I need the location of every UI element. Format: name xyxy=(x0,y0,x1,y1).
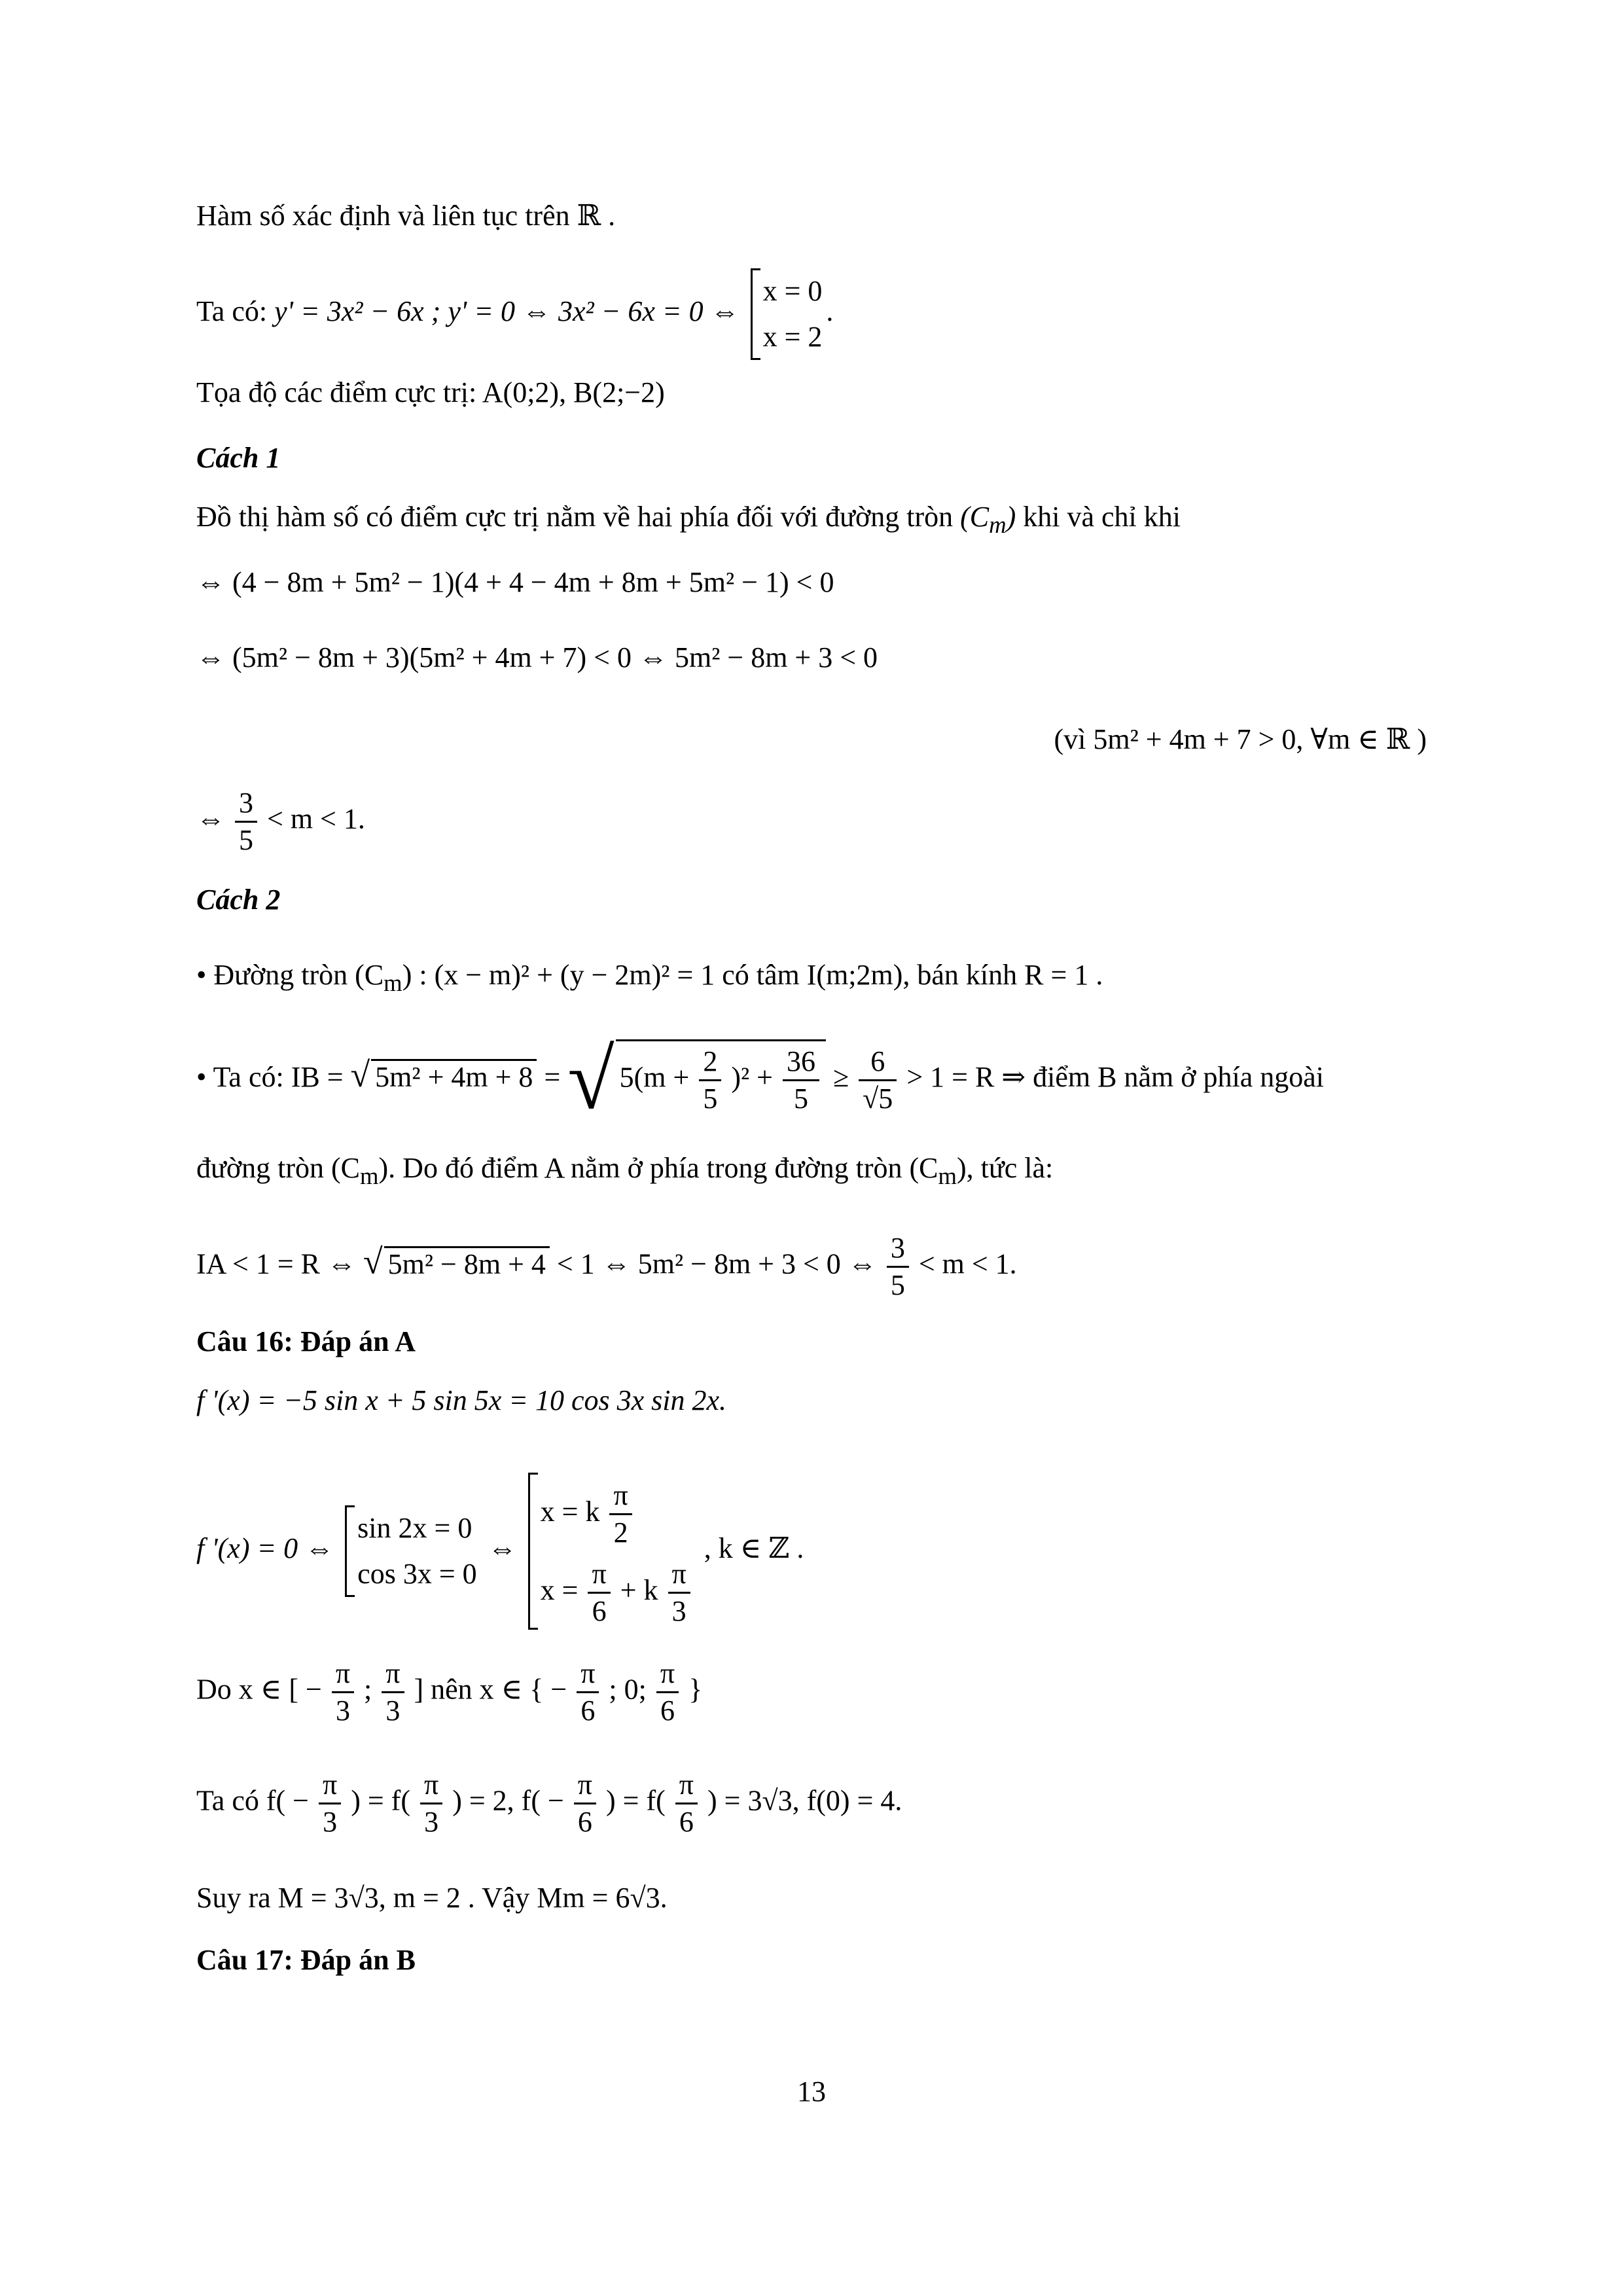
text: ) : (x − m)² + (y − 2m)² = 1 có tâm I(m;2m), bán kính R = 1 . xyxy=(402,959,1103,991)
text: Ta có f( − xyxy=(196,1784,309,1817)
denominator: 2 xyxy=(613,1516,628,1549)
numerator: 6 xyxy=(859,1044,897,1081)
text: đường tròn (C xyxy=(196,1152,360,1184)
formula-line xyxy=(196,1656,702,1729)
formula-line: (vì 5m² + 4m + 7 > 0, ∀m ∈ ℝ ) xyxy=(1054,723,1427,755)
text: > 1 = R ⇒ điểm B nằm ở phía ngoài xyxy=(906,1061,1325,1094)
text: ) = 3√3, f(0) = 4. xyxy=(707,1784,902,1817)
fraction xyxy=(319,1767,341,1840)
denominator: 6 xyxy=(580,1695,596,1727)
text: • Ta có: IB = xyxy=(196,1061,351,1094)
text: , k ∈ ℤ . xyxy=(704,1532,804,1565)
text: ) = f( xyxy=(351,1784,410,1817)
text-line: Hàm số xác định và liên tục trên ℝ . xyxy=(196,200,616,232)
fraction xyxy=(675,1767,698,1840)
numerator: π xyxy=(675,1767,698,1804)
heading-text: Cách 1 xyxy=(196,442,281,474)
numerator: π xyxy=(420,1767,442,1804)
numerator: π xyxy=(577,1656,599,1693)
text-line xyxy=(196,1149,1053,1196)
case: x = 0 xyxy=(762,275,823,307)
fraction xyxy=(783,1044,819,1117)
text xyxy=(960,501,1016,538)
numerator: π xyxy=(668,1556,690,1594)
numerator: 36 xyxy=(783,1044,819,1081)
text: + k xyxy=(620,1574,658,1606)
denominator: 6 xyxy=(660,1695,675,1727)
text: ] nên x ∈ xyxy=(414,1673,523,1706)
numerator: π xyxy=(588,1556,610,1594)
fraction xyxy=(382,1656,404,1729)
text-line: Suy ra M = 3√3, m = 2 . Vậy Mm = 6√3. xyxy=(196,1882,668,1914)
fraction xyxy=(859,1044,897,1117)
text: ) xyxy=(1006,501,1016,533)
formula-line xyxy=(196,1381,726,1420)
numerator: 2 xyxy=(699,1044,721,1081)
formula-line xyxy=(196,1767,902,1840)
text: ; 0; xyxy=(609,1673,647,1706)
text: < m < 1. xyxy=(267,802,365,835)
text: { − xyxy=(529,1673,567,1706)
numerator: π xyxy=(332,1656,354,1693)
derivative-line xyxy=(196,268,833,360)
fraction xyxy=(609,1478,632,1551)
denominator: 3 xyxy=(424,1806,439,1838)
text: ⇔ xyxy=(196,802,225,835)
formula-line xyxy=(196,785,365,858)
numerator: π xyxy=(319,1767,341,1804)
numerator: 3 xyxy=(887,1230,909,1268)
numerator: π xyxy=(382,1656,404,1693)
radicand xyxy=(616,1039,826,1117)
numerator: π xyxy=(656,1656,679,1693)
text: ). Do đó điểm A nằm ở phía trong đường tròn (C xyxy=(378,1152,938,1184)
text: Ta có: xyxy=(196,295,275,328)
formula-line xyxy=(196,1033,1325,1127)
denominator: 6 xyxy=(679,1806,694,1838)
sqrt-icon: √ xyxy=(350,1055,370,1095)
denominator: 5 xyxy=(239,824,253,856)
case: cos 3x = 0 xyxy=(357,1558,477,1590)
text-line: Tọa độ các điểm cực trị: A(0;2), B(2;−2) xyxy=(196,376,665,408)
text: ) = 2, f( − xyxy=(452,1784,564,1817)
bracket-system xyxy=(528,1473,693,1630)
formula: y' = 3x² − 6x ; y' = 0 ⇔ 3x² − 6x = 0 ⇔ xyxy=(274,295,740,328)
text: [ − xyxy=(289,1673,322,1706)
formula: f '(x) = −5 sin x + 5 sin 5x = 10 cos 3x sin 2x. xyxy=(196,1384,727,1416)
sqrt-icon: √ xyxy=(567,1033,615,1127)
text-line xyxy=(196,497,1181,545)
fraction xyxy=(577,1656,599,1729)
fraction xyxy=(332,1656,354,1729)
text: } xyxy=(688,1673,703,1706)
text: f '(x) = 0 ⇔ xyxy=(196,1532,334,1565)
numerator: 3 xyxy=(235,785,257,823)
text: = xyxy=(544,1061,568,1094)
text: • Đường tròn (C xyxy=(196,959,384,991)
case: sin 2x = 0 xyxy=(357,1512,473,1544)
sqrt-icon: √ xyxy=(363,1242,383,1282)
fraction xyxy=(588,1556,610,1629)
text: x = xyxy=(540,1574,579,1606)
text: Do x ∈ xyxy=(196,1673,282,1706)
numerator: π xyxy=(609,1478,632,1515)
fraction xyxy=(668,1556,690,1629)
formula-line: ⇔ (5m² − 8m + 3)(5m² + 4m + 7) < 0 ⇔ 5m² − 8m + 3 < 0 xyxy=(196,641,878,673)
fraction xyxy=(420,1767,442,1840)
heading xyxy=(196,439,280,478)
subscript: m xyxy=(938,1162,957,1189)
bracket-system xyxy=(751,268,823,360)
denominator: 5 xyxy=(703,1082,718,1115)
text: )² + xyxy=(731,1061,773,1094)
radicand: 5m² + 4m + 8 xyxy=(371,1059,537,1093)
heading-text: Câu 17: Đáp án B xyxy=(196,1944,416,1976)
denominator: 5 xyxy=(890,1269,905,1301)
denominator: √5 xyxy=(863,1082,893,1115)
fraction xyxy=(235,785,257,858)
case xyxy=(541,1551,693,1630)
denominator: 3 xyxy=(335,1695,350,1727)
subscript: m xyxy=(989,511,1007,538)
text: < 1 ⇔ 5m² − 8m + 3 < 0 ⇔ xyxy=(556,1247,877,1280)
heading xyxy=(196,880,280,920)
formula-line xyxy=(196,1473,804,1630)
heading-text: Cách 2 xyxy=(196,884,281,916)
subscript: m xyxy=(360,1162,379,1189)
text: IA < 1 = R ⇔ xyxy=(196,1247,363,1280)
numerator: π xyxy=(574,1767,596,1804)
text: (C xyxy=(960,501,990,533)
text: < m < 1. xyxy=(918,1247,1017,1280)
bracket-system xyxy=(345,1505,476,1597)
text: khi và chỉ khi xyxy=(1016,501,1181,533)
case: x = 2 xyxy=(762,321,823,353)
heading-text: Câu 16: Đáp án A xyxy=(196,1325,416,1357)
fraction xyxy=(887,1230,909,1303)
text: ; xyxy=(364,1673,372,1706)
formula-line xyxy=(196,956,1103,1003)
fraction xyxy=(699,1044,721,1117)
denominator: 6 xyxy=(592,1595,607,1628)
text: ), tức là: xyxy=(957,1152,1054,1184)
subscript: m xyxy=(383,969,402,996)
heading xyxy=(196,1941,416,1980)
formula-line xyxy=(196,1230,1017,1303)
fraction xyxy=(574,1767,596,1840)
formula-line: ⇔ (4 − 8m + 5m² − 1)(4 + 4 − 4m + 8m + 5m² − 1) < 0 xyxy=(196,566,834,598)
radicand: 5m² − 8m + 4 xyxy=(384,1246,550,1280)
denominator: 3 xyxy=(385,1695,401,1727)
text: x = k xyxy=(540,1496,600,1528)
denominator: 3 xyxy=(671,1595,687,1628)
text: ⇔ xyxy=(488,1532,517,1565)
text: ) = f( xyxy=(606,1784,666,1817)
text: . xyxy=(826,295,834,328)
fraction xyxy=(656,1656,679,1729)
denominator: 5 xyxy=(794,1082,808,1115)
text: ≥ xyxy=(833,1061,849,1094)
denominator: 3 xyxy=(323,1806,338,1838)
case xyxy=(541,1473,693,1551)
text: Đồ thị hàm số có điểm cực trị nằm về hai phía đối với đường tròn xyxy=(196,501,961,533)
denominator: 6 xyxy=(577,1806,592,1838)
text: 5(m + xyxy=(619,1061,690,1094)
page-number: 13 xyxy=(797,2075,826,2108)
heading xyxy=(196,1322,416,1361)
